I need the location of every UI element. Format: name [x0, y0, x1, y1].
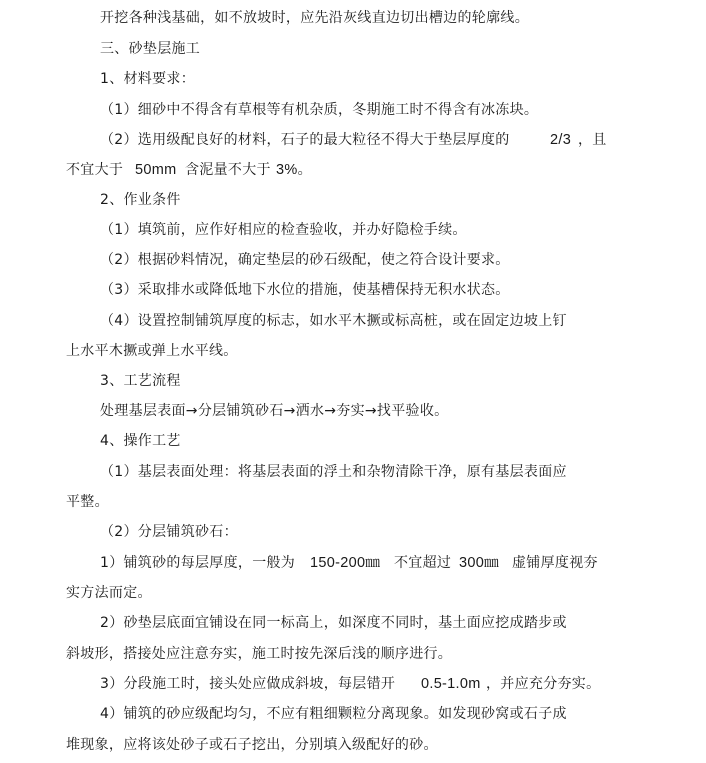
section-heading: 三、砂垫层施工 — [100, 41, 201, 57]
text-line: （3）采取排水或降低地下水位的措施，使基槽保持无积水状态。 — [100, 282, 510, 298]
text-line: （1）基层表面处理：将基层表面的浮土和杂物清除干净，原有基层表面应 — [100, 464, 567, 480]
text-line: 处理基层表面→分层铺筑砂石→洒水→夯实→找平验收。 — [100, 403, 449, 419]
subsection-heading: 4、操作工艺 — [100, 433, 181, 449]
number-value: 3%。 — [276, 162, 313, 178]
text-line: 不宜大于 — [66, 162, 124, 178]
text-line: 3）分段施工时，接头处应做成斜坡，每层错开 — [100, 676, 396, 692]
number-value: 50mm — [135, 162, 177, 178]
subsection-heading: 3、工艺流程 — [100, 373, 181, 389]
text-line: 虚铺厚度视夯 — [512, 555, 598, 571]
text-line: 4）铺筑的砂应级配均匀，不应有粗细颗粒分离现象。如发现砂窝或石子成 — [100, 706, 567, 722]
text-line: 斜坡形，搭接处应注意夯实，施工时按先深后浅的顺序进行。 — [66, 646, 453, 662]
text-line: 实方法而定。 — [66, 585, 152, 601]
number-value: 2/3 — [550, 132, 572, 148]
text-line: （4）设置控制铺筑厚度的标志，如水平木撅或标高桩，或在固定边坡上钉 — [100, 313, 567, 329]
subsection-heading: 1、材料要求： — [100, 71, 196, 87]
text-line: （1）细砂中不得含有草根等有机杂质，冬期施工时不得含有冰冻块。 — [100, 102, 539, 118]
text-line: （2）选用级配良好的材料，石子的最大粒径不得大于垫层厚度的 — [100, 132, 510, 148]
text-line: 开挖各种浅基础，如不放坡时，应先沿灰线直边切出槽边的轮廓线。 — [100, 10, 529, 26]
text-line: ，并应充分夯实。 — [486, 676, 601, 692]
number-value: 0.5-1.0m — [421, 676, 481, 692]
number-value: 150-200㎜ — [310, 555, 381, 571]
text-line: （2）分层铺筑砂石： — [100, 524, 238, 540]
text-line: 不宜超过 — [394, 555, 452, 571]
text-line: 1）铺筑砂的每层厚度，一般为 — [100, 555, 296, 571]
text-line: 堆现象，应将该处砂子或石子挖出，分别填入级配好的砂。 — [66, 737, 438, 753]
text-line: 2）砂垫层底面宜铺设在同一标高上，如深度不同时，基土面应挖成踏步或 — [100, 615, 567, 631]
text-line: 上水平木撅或弹上水平线。 — [66, 343, 238, 359]
text-line: （2）根据砂料情况，确定垫层的砂石级配，使之符合设计要求。 — [100, 252, 510, 268]
subsection-heading: 2、作业条件 — [100, 192, 181, 208]
number-value: 300㎜ — [459, 555, 499, 571]
text-line: （1）填筑前，应作好相应的检查验收，并办好隐检手续。 — [100, 222, 467, 238]
text-line: ，且 — [578, 132, 607, 148]
text-line: 含泥量不大于 — [185, 162, 271, 178]
text-line: 平整。 — [66, 494, 109, 510]
